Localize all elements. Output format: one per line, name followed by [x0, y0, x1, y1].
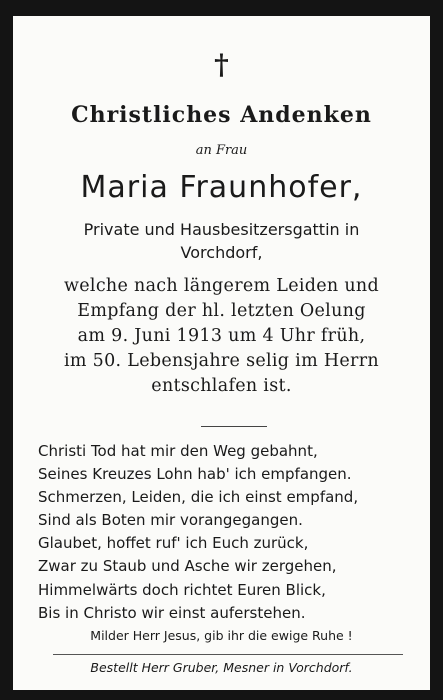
notice-line: welche nach längerem Leiden und	[63, 276, 379, 296]
occupation-block	[33, 218, 410, 264]
card-heading: Christliches Andenken	[71, 102, 372, 128]
deceased-name: Maria Fraunhofer,	[80, 170, 363, 205]
notice-line: am 9. Juni 1913 um 4 Uhr früh,	[77, 326, 366, 346]
poem-block	[38, 440, 418, 625]
occupation-line: Private und Hausbesitzersgattin in	[83, 220, 360, 239]
poem-line: Himmelwärts doch richtet Euren Blick,	[38, 580, 326, 599]
cross-icon: †	[214, 48, 229, 81]
poem-line: Schmerzen, Leiden, die ich einst empfand,	[38, 488, 359, 507]
occupation-line: Vorchdorf,	[180, 243, 263, 262]
poem-line: Christi Tod hat mir den Weg gebahnt,	[38, 442, 318, 460]
dedication-line: an Frau	[195, 143, 248, 158]
notice-line: entschlafen ist.	[151, 376, 292, 396]
printer-credit: Bestellt Herr Gruber, Mesner in Vorchdorf.	[90, 660, 353, 675]
notice-line: Empfang der hl. letzten Oelung	[77, 301, 366, 321]
death-notice	[33, 274, 410, 399]
poem-line: Sind als Boten mir vorangegangen.	[38, 511, 303, 530]
section-divider	[201, 426, 267, 427]
prayer-line: Milder Herr Jesus, gib ihr die ewige Ruhe !	[90, 628, 353, 643]
poem-line: Bis in Christo wir einst auferstehen.	[38, 603, 306, 622]
poem-line: Seines Kreuzes Lohn hab' ich empfangen.	[38, 465, 352, 484]
notice-line: im 50. Lebensjahre selig im Herrn	[64, 351, 379, 371]
poem-line: Zwar zu Staub und Asche wir zergehen,	[38, 557, 337, 576]
footer-rule	[53, 654, 403, 655]
poem-line: Glaubet, hoffet ruf' ich Euch zurück,	[38, 534, 309, 553]
